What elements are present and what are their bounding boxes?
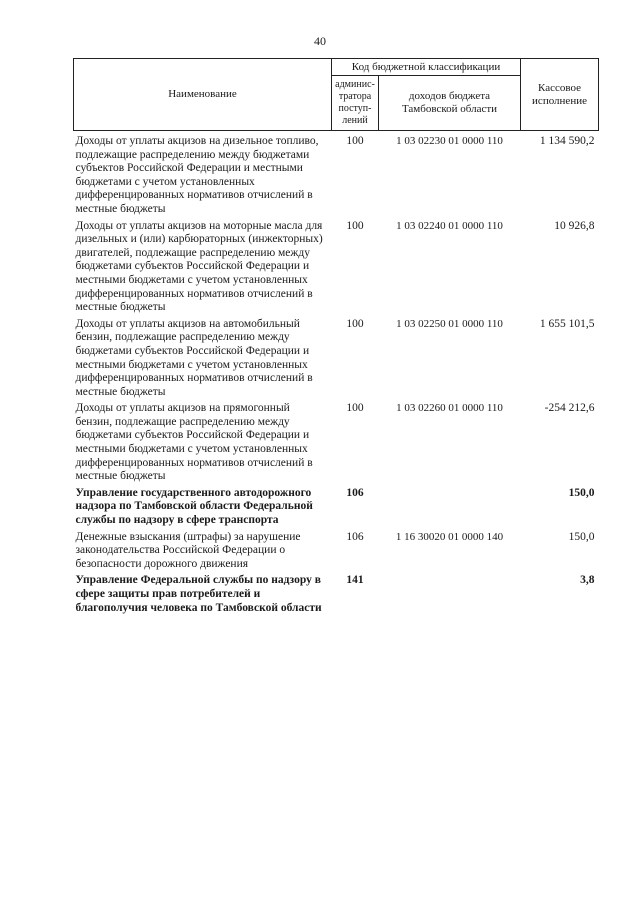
row-income-code	[379, 487, 521, 531]
row-admin-code: 100	[346, 219, 364, 232]
row-admin-code: 100	[346, 135, 364, 147]
header-execution: Кассовое исполнение	[521, 59, 599, 131]
page-number: 40	[314, 34, 326, 48]
row-admin-code: 106	[346, 530, 364, 543]
table-row	[74, 487, 599, 531]
row-income-code: 1 03 02230 01 0000 110	[396, 135, 503, 147]
header-income: доходов бюджета Тамбовской области	[379, 76, 521, 131]
row-income-code: 1 03 02260 01 0000 110	[396, 402, 503, 415]
row-admin-code: 106	[346, 486, 364, 499]
row-admin-code: 100	[346, 317, 364, 330]
row-income-code: 1 16 30020 01 0000 140	[395, 530, 504, 543]
header-name: Наименование	[74, 59, 332, 131]
table-row	[74, 574, 599, 618]
row-amount: 1 134 590,2	[539, 135, 595, 147]
table-header	[74, 59, 599, 131]
row-amount: 10 926,8	[554, 219, 595, 232]
row-amount: 150,0	[568, 530, 595, 543]
row-amount: -254 212,6	[544, 402, 595, 415]
header-admin: админис-тратора поступ-лений	[332, 76, 379, 131]
row-income-code: 1 03 02250 01 0000 110	[396, 317, 503, 330]
row-name: Денежные взыскания (штрафы) за нарушение законодательства Российской Федерации о безопасности дорожного движения	[75, 530, 301, 570]
row-amount: 150,0	[568, 486, 595, 499]
table-row	[74, 402, 599, 487]
row-name: Доходы от уплаты акцизов на прямогонный бензин, подлежащие распределению между бюджетами субъектов Российской Федерации и местными бюджетами с учетом установленных дифференцированных нормативов отчислений в местные бюджеты	[75, 402, 313, 483]
table-body	[74, 131, 599, 619]
row-name: Управление Федеральной службы по надзору в сфере защиты прав потребителей и благополучия человека по Тамбовской области	[75, 574, 322, 614]
budget-income-table	[73, 58, 599, 618]
row-amount: 1 655 101,5	[539, 317, 595, 330]
table-row	[74, 131, 599, 220]
row-name: Доходы от уплаты акцизов на автомобильный бензин, подлежащие распределению между бюджетами субъектов Российской Федерации и местными бюджетами с учетом установленных дифференцированных нормативов отчислений в местные бюджеты	[75, 317, 313, 398]
row-income-code: 1 03 02240 01 0000 110	[396, 219, 503, 232]
header-code-group: Код бюджетной классификации	[332, 59, 521, 76]
table-row	[74, 531, 599, 575]
row-amount: 3,8	[580, 574, 595, 587]
row-name: Управление государственного автодорожного надзора по Тамбовской области Федеральной службы по надзору в сфере транспорта	[75, 486, 313, 527]
table-row	[74, 318, 599, 403]
row-admin-code: 100	[346, 402, 364, 415]
row-income-code	[379, 574, 521, 618]
row-admin-code: 141	[346, 574, 364, 587]
row-name: Доходы от уплаты акцизов на моторные масла для дизельных и (или) карбюраторных (инжекторных) двигателей, подлежащие распределению между бюджетами субъектов Российской Федерации и местными бюджетами с учетом установленных дифференцированных нормативов отчислений в местные бюджеты	[75, 219, 323, 314]
row-name: Доходы от уплаты акцизов на дизельное топливо, подлежащие распределению между бюджетами субъектов Российской Федерации и местными бюджетами с учетом установленных дифференцированных нормативов отчислений в местные бюджеты	[75, 135, 319, 215]
table-row	[74, 220, 599, 318]
